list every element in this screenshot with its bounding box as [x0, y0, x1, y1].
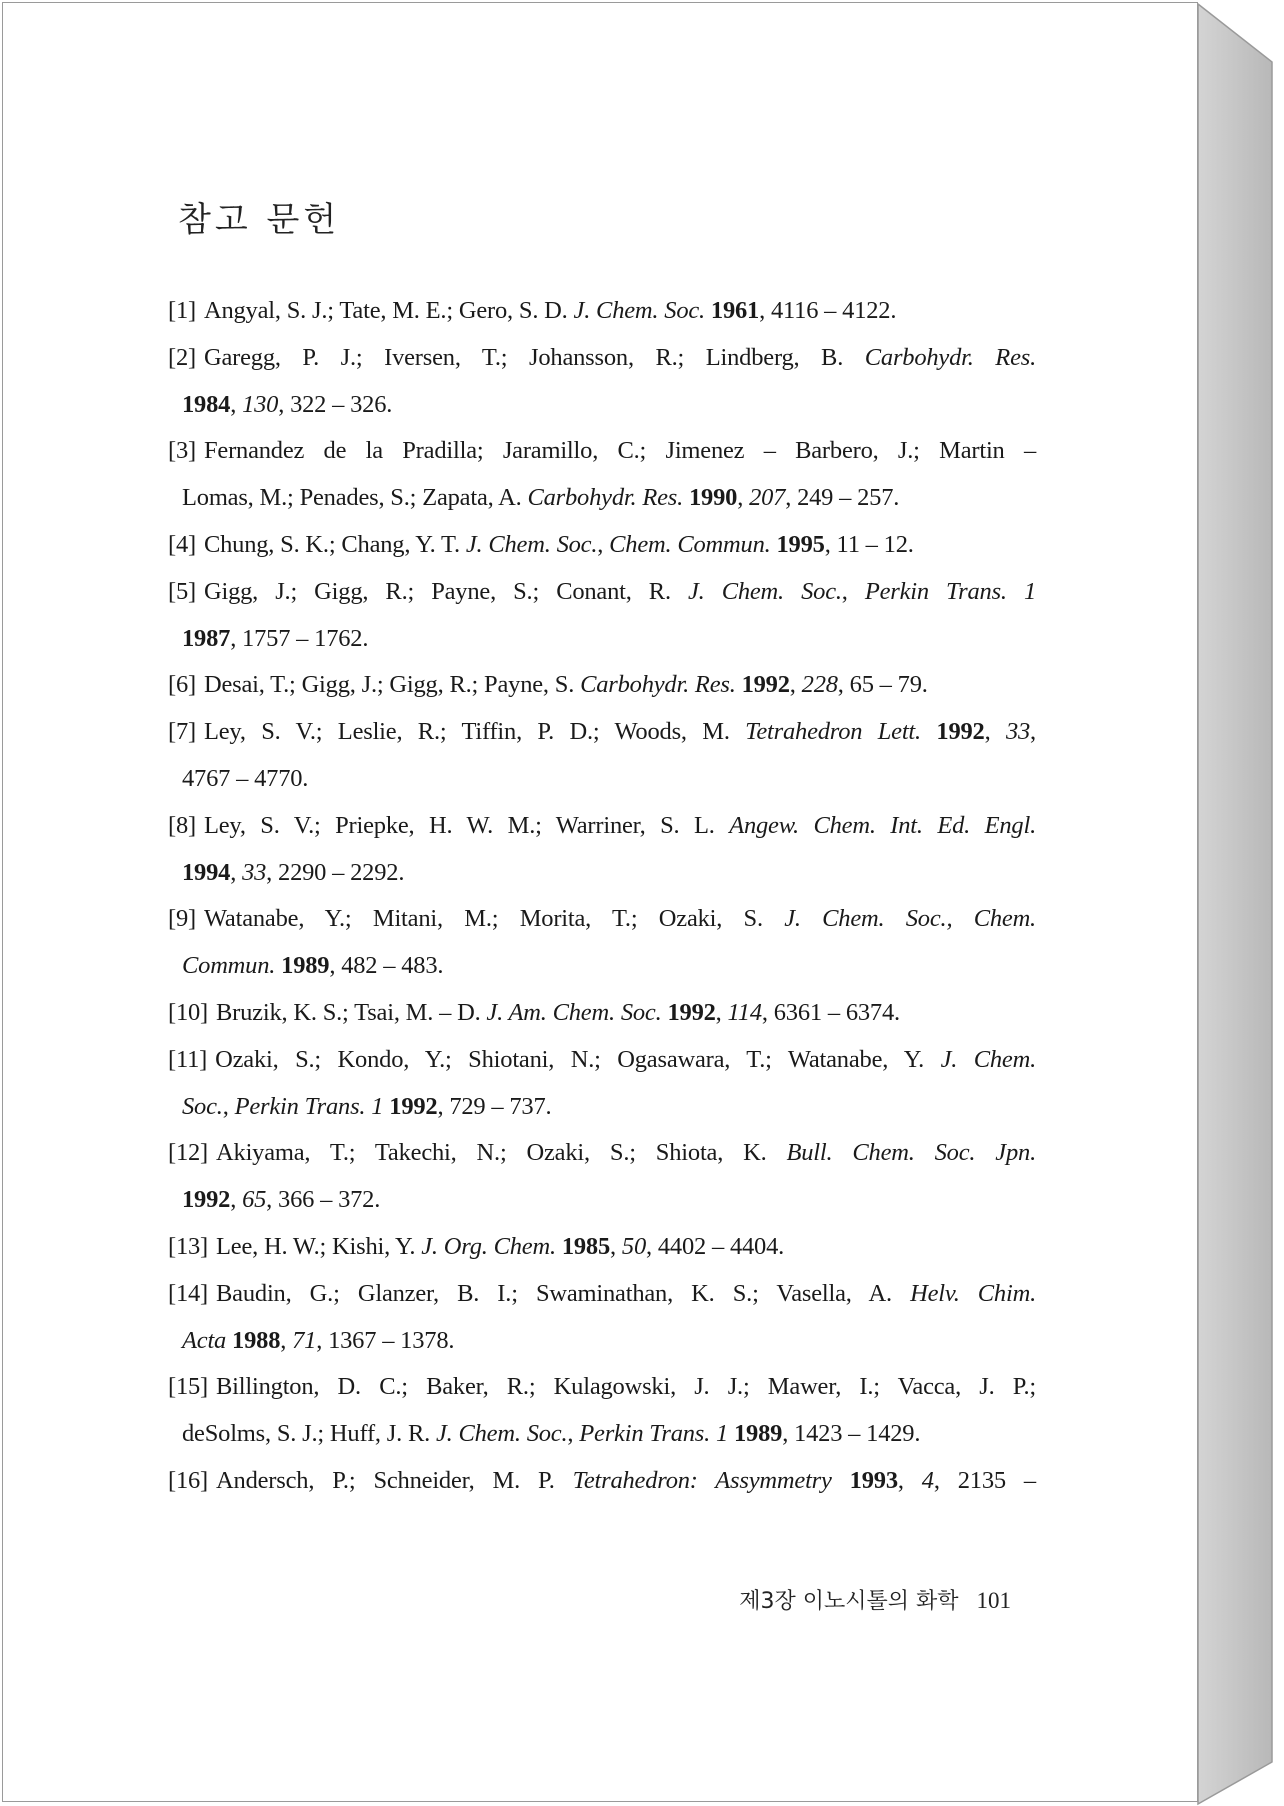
- journal-text: 33: [242, 858, 267, 886]
- reference-line: [168, 428, 1036, 475]
- reference-line: [168, 335, 1036, 382]
- reference-number: [3]: [168, 437, 196, 465]
- reference-number: [13]: [168, 1232, 209, 1260]
- reference-number: [9]: [168, 905, 196, 933]
- year-text: 1992: [667, 998, 716, 1026]
- citation-text: [832, 1467, 850, 1494]
- citation-text: Desai, T.; Gigg, J.; Gigg, R.; Payne, S.: [203, 671, 581, 699]
- citation-text: ,: [222, 1092, 235, 1120]
- reference-line: [168, 896, 1036, 943]
- reference-item: [168, 709, 1036, 803]
- journal-text: J. Chem. Soc., Chem.: [784, 905, 1036, 933]
- reference-line: [168, 1411, 1036, 1458]
- citation-text: Gigg, J.; Gigg, R.; Payne, S.; Conant, R.: [203, 577, 688, 605]
- citation-text: , 2290 – 2292.: [266, 858, 405, 886]
- reference-item: [168, 1271, 1036, 1365]
- reference-item: [168, 990, 1036, 1037]
- citation-text: , 65 – 79.: [837, 671, 928, 699]
- journal-text: 50: [621, 1232, 646, 1260]
- page-title: 참고 문헌: [178, 200, 341, 240]
- journal-text: J. Chem.: [940, 1045, 1036, 1073]
- citation-text: ,: [984, 718, 1006, 746]
- year-text: 1984: [182, 390, 231, 418]
- reference-number: [8]: [168, 811, 196, 839]
- citation-text: deSolms, S. J.; Huff, J. R.: [182, 1420, 436, 1448]
- citation-text: ,: [610, 1232, 622, 1260]
- citation-text: Fernandez de la Pradilla; Jaramillo, C.; Jimenez – Barbero, J.; Martin –: [203, 437, 1036, 465]
- year-text: 1992: [936, 718, 985, 746]
- journal-text: Tetrahedron: Assymmetry: [572, 1466, 832, 1494]
- reference-line: [168, 1458, 1036, 1505]
- citation-text: Ozaki, S.; Kondo, Y.; Shiotani, N.; Ogasawara, T.; Watanabe, Y.: [215, 1045, 941, 1073]
- citation-text: , 4116 – 4122.: [759, 297, 897, 324]
- year-text: 1989: [733, 1420, 783, 1448]
- journal-text: Perkin Trans. 1: [579, 1420, 729, 1448]
- citation-text: [921, 718, 936, 745]
- journal-text: Perkin Trans. 1: [864, 577, 1036, 605]
- citation-text: , 4402 – 4404.: [646, 1232, 785, 1260]
- reference-line: [168, 662, 1036, 709]
- year-text: 1993: [849, 1466, 898, 1494]
- year-text: 1992: [389, 1092, 438, 1120]
- year-text: 1992: [182, 1186, 231, 1214]
- year-text: 1961: [710, 297, 760, 324]
- journal-text: 130: [242, 390, 279, 418]
- reference-number: [4]: [168, 530, 196, 558]
- journal-text: Perkin Trans. 1: [234, 1092, 384, 1120]
- citation-text: ,: [597, 530, 610, 558]
- journal-text: Carbohydr. Res.: [580, 671, 736, 699]
- citation-text: Lee, H. W.; Kishi, Y.: [216, 1232, 422, 1260]
- reference-item: [168, 335, 1036, 429]
- reference-line: [168, 475, 1036, 522]
- reference-item: [168, 1458, 1036, 1505]
- reference-line: [168, 803, 1036, 850]
- reference-number: [11]: [168, 1045, 208, 1073]
- year-text: 1992: [741, 671, 790, 699]
- reference-item: [168, 522, 1036, 569]
- reference-line: [168, 1037, 1036, 1084]
- journal-text: 114: [727, 998, 762, 1026]
- citation-text: , 1367 – 1378.: [316, 1326, 455, 1354]
- page-number: 101: [976, 1588, 1011, 1613]
- year-text: 1989: [281, 952, 330, 980]
- page-footer: [739, 1584, 1011, 1615]
- reference-line: [168, 1177, 1036, 1224]
- journal-text: Chem. Commun.: [609, 530, 771, 558]
- reference-item: [168, 1130, 1036, 1224]
- citation-text: , 2135 –: [933, 1466, 1036, 1494]
- reference-line: [168, 1318, 1036, 1365]
- reference-number: [5]: [168, 577, 196, 605]
- reference-line: [168, 1224, 1036, 1271]
- reference-line: [168, 569, 1036, 616]
- citation-text: Angyal, S. J.; Tate, M. E.; Gero, S. D.: [203, 297, 574, 324]
- journal-text: 207: [749, 484, 786, 512]
- citation-text: Lomas, M.; Penades, S.; Zapata, A.: [182, 484, 528, 512]
- year-text: 1995: [776, 530, 825, 558]
- reference-line: [168, 850, 1036, 897]
- reference-line: [168, 990, 1036, 1037]
- year-text: 1987: [182, 624, 231, 652]
- reference-line: [168, 756, 1036, 803]
- journal-text: Soc.: [182, 1092, 223, 1120]
- citation-text: , 249 – 257.: [785, 484, 900, 512]
- journal-text: J. Chem. Soc.: [465, 530, 598, 558]
- reference-number: [2]: [168, 343, 196, 371]
- reference-number: [1]: [168, 297, 196, 324]
- journal-text: J. Chem. Soc.: [687, 577, 842, 605]
- reference-line: [168, 522, 1036, 569]
- reference-number: [14]: [168, 1279, 209, 1307]
- citation-text: ,: [230, 1186, 243, 1214]
- reference-line: [168, 616, 1036, 663]
- journal-text: 65: [242, 1186, 267, 1214]
- reference-number: [6]: [168, 671, 196, 699]
- citation-text: ,: [1030, 718, 1036, 746]
- reference-item: [168, 288, 1036, 335]
- citation-text: Watanabe, Y.; Mitani, M.; Morita, T.; Ozaki, S.: [203, 905, 785, 933]
- citation-text: ,: [841, 577, 865, 605]
- citation-text: , 6361 – 6374.: [761, 998, 900, 1026]
- journal-text: Tetrahedron Lett.: [745, 718, 921, 746]
- reference-number: [12]: [168, 1139, 209, 1167]
- journal-text: Angew. Chem. Int. Ed. Engl.: [729, 811, 1037, 839]
- reference-item: [168, 896, 1036, 990]
- year-text: 1985: [561, 1232, 611, 1260]
- citation-text: ,: [789, 671, 802, 699]
- citation-text: ,: [280, 1326, 293, 1354]
- journal-text: 71: [292, 1326, 317, 1354]
- journal-text: J. Org. Chem.: [421, 1232, 556, 1260]
- reference-line: [168, 1084, 1036, 1131]
- journal-text: 228: [801, 671, 838, 699]
- reference-line: [168, 1130, 1036, 1177]
- reference-item: [168, 1364, 1036, 1458]
- reference-line: [168, 1271, 1036, 1318]
- citation-text: ,: [737, 484, 750, 512]
- citation-text: Andersch, P.; Schneider, M. P.: [216, 1466, 573, 1494]
- citation-text: ,: [230, 390, 243, 418]
- reference-item: [168, 428, 1036, 522]
- reference-item: [168, 1224, 1036, 1271]
- reference-number: [7]: [168, 718, 196, 746]
- citation-text: Baudin, G.; Glanzer, B. I.; Swaminathan, K. S.; Vasella, A.: [216, 1279, 911, 1307]
- reference-number: [16]: [168, 1466, 209, 1494]
- reference-item: [168, 1037, 1036, 1131]
- citation-text: , 322 – 326.: [278, 390, 393, 418]
- reference-list: [168, 288, 1036, 1505]
- reference-line: [168, 943, 1036, 990]
- journal-text: 4: [921, 1466, 934, 1494]
- citation-text: , 729 – 737.: [437, 1092, 552, 1120]
- reference-item: [168, 803, 1036, 897]
- reference-line: [168, 288, 1036, 335]
- reference-number: [15]: [168, 1373, 209, 1401]
- citation-text: , 366 – 372.: [266, 1186, 381, 1214]
- journal-text: Acta: [182, 1326, 227, 1354]
- reference-line: [168, 1364, 1036, 1411]
- citation-text: , 1757 – 1762.: [230, 624, 369, 652]
- journal-text: J. Chem. Soc.: [435, 1420, 568, 1448]
- citation-text: , 1423 – 1429.: [782, 1420, 921, 1448]
- journal-text: Bull. Chem. Soc. Jpn.: [786, 1139, 1036, 1167]
- reference-line: [168, 709, 1036, 756]
- citation-text: Garegg, P. J.; Iversen, T.; Johansson, R.; Lindberg, B.: [203, 343, 865, 371]
- citation-text: , 482 – 483.: [329, 952, 444, 980]
- reference-number: [10]: [168, 998, 209, 1026]
- reference-item: [168, 569, 1036, 663]
- citation-text: Chung, S. K.; Chang, Y. T.: [203, 530, 466, 558]
- citation-text: Ley, S. V.; Priepke, H. W. M.; Warriner, S. L.: [203, 811, 730, 839]
- citation-text: , 11 – 12.: [824, 530, 914, 558]
- journal-text: 33: [1005, 718, 1031, 746]
- journal-text: Carbohydr. Res.: [864, 343, 1037, 371]
- year-text: 1990: [689, 484, 738, 512]
- journal-text: Commun.: [182, 952, 276, 980]
- year-text: 1988: [232, 1326, 281, 1354]
- journal-text: J. Am. Chem. Soc.: [486, 998, 662, 1026]
- citation-text: ,: [567, 1420, 580, 1448]
- citation-text: ,: [897, 1466, 922, 1494]
- citation-text: Billington, D. C.; Baker, R.; Kulagowski, J. J.; Mawer, I.; Vacca, J. P.;: [216, 1373, 1036, 1401]
- citation-text: Akiyama, T.; Takechi, N.; Ozaki, S.; Shiota, K.: [216, 1139, 787, 1167]
- citation-text: Ley, S. V.; Leslie, R.; Tiffin, P. D.; Woods, M.: [203, 718, 746, 746]
- citation-text: ,: [715, 998, 728, 1026]
- citation-text: ,: [230, 858, 243, 886]
- journal-text: Helv. Chim.: [910, 1279, 1037, 1307]
- journal-text: Carbohydr. Res.: [527, 484, 684, 512]
- reference-item: [168, 662, 1036, 709]
- journal-text: J. Chem. Soc.: [573, 297, 705, 324]
- chapter-title: 제3장 이노시톨의 화학: [739, 1589, 959, 1614]
- citation-text: Bruzik, K. S.; Tsai, M. – D.: [216, 998, 487, 1026]
- citation-text: 4767 – 4770.: [182, 764, 309, 792]
- year-text: 1994: [182, 858, 231, 886]
- reference-line: [168, 382, 1036, 429]
